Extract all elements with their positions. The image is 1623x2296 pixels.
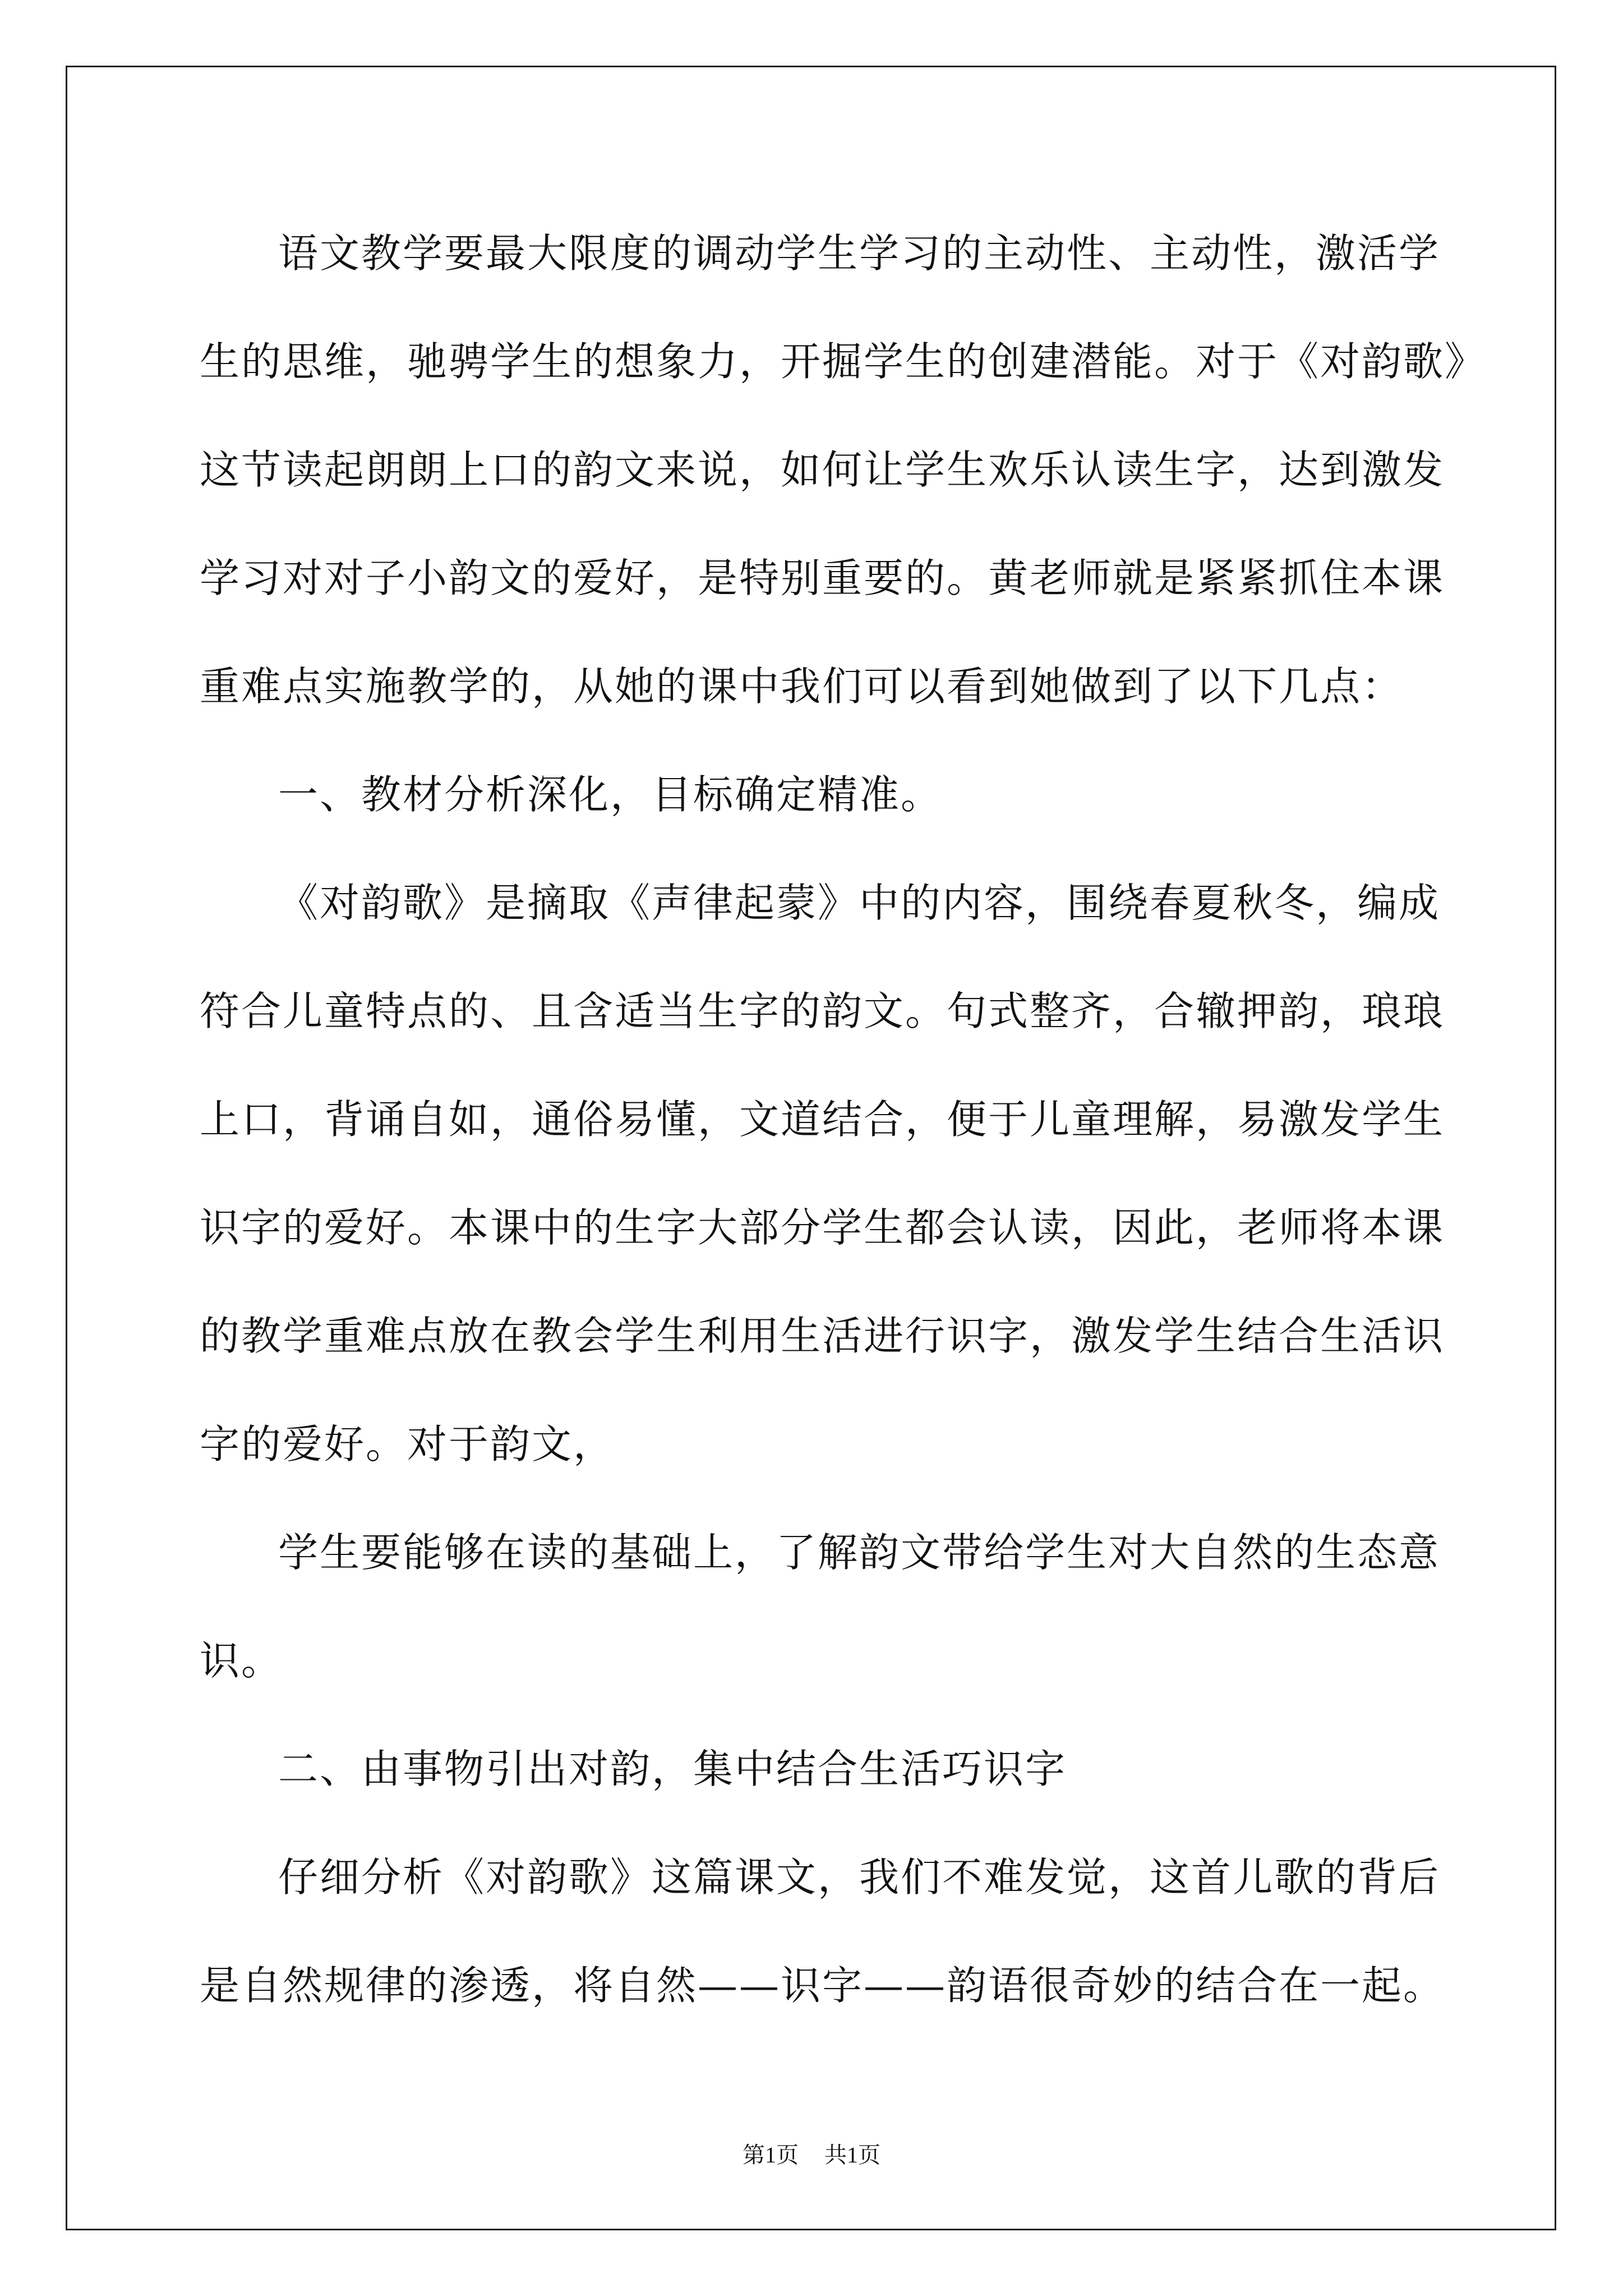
text-line: 学习对对子小韵文的爱好，是特别重要的。黄老师就是紧紧抓住本课 (200, 555, 1445, 601)
text-line: 上口，背诵自如，通俗易懂，文道结合，便于儿童理解，易激发学生 (200, 1096, 1445, 1143)
text-line: 学生要能够在读的基础上，了解韵文带给学生对大自然的生态意 (278, 1529, 1441, 1576)
text-line: 字的爱好。对于韵文， (200, 1421, 615, 1467)
page-number-current: 第1页 (743, 2142, 799, 2168)
text-line: 这节读起朗朗上口的韵文来说，如何让学生欢乐认读生字，达到激发 (200, 447, 1445, 493)
text-line: 识。 (200, 1637, 283, 1684)
text-line: 仔细分析《对韵歌》这篇课文，我们不难发觉，这首儿歌的背后 (278, 1854, 1441, 1901)
document-body (200, 220, 1487, 2060)
text-line: 语文教学要最大限度的调动学生学习的主动性、主动性，激活学 (278, 230, 1441, 277)
text-line: 识字的爱好。本课中的生字大部分学生都会认读，因此，老师将本课 (200, 1204, 1445, 1251)
text-line: 《对韵歌》是摘取《声律起蒙》中的内容，围绕春夏秋冬，编成 (278, 880, 1441, 926)
page-footer (0, 2137, 1623, 2169)
page-number-total: 共1页 (824, 2142, 880, 2168)
text-line: 重难点实施教学的，从她的课中我们可以看到她做到了以下几点： (200, 663, 1404, 710)
text-line: 的教学重难点放在教会学生利用生活进行识字，激发学生结合生活识 (200, 1313, 1445, 1359)
text-line: 一、教材分析深化，目标确定精准。 (278, 771, 943, 818)
text-line: 是自然规律的渗透，将自然——识字——韵语很奇妙的结合在一起。 (200, 1962, 1445, 2009)
text-line: 符合儿童特点的、且含适当生字的韵文。句式整齐，合辙押韵，琅琅 (200, 988, 1445, 1034)
text-line: 生的思维，驰骋学生的想象力，开掘学生的创建潜能。对于《对韵歌》 (200, 338, 1487, 385)
text-line: 二、由事物引出对韵，集中结合生活巧识字 (278, 1746, 1067, 1792)
